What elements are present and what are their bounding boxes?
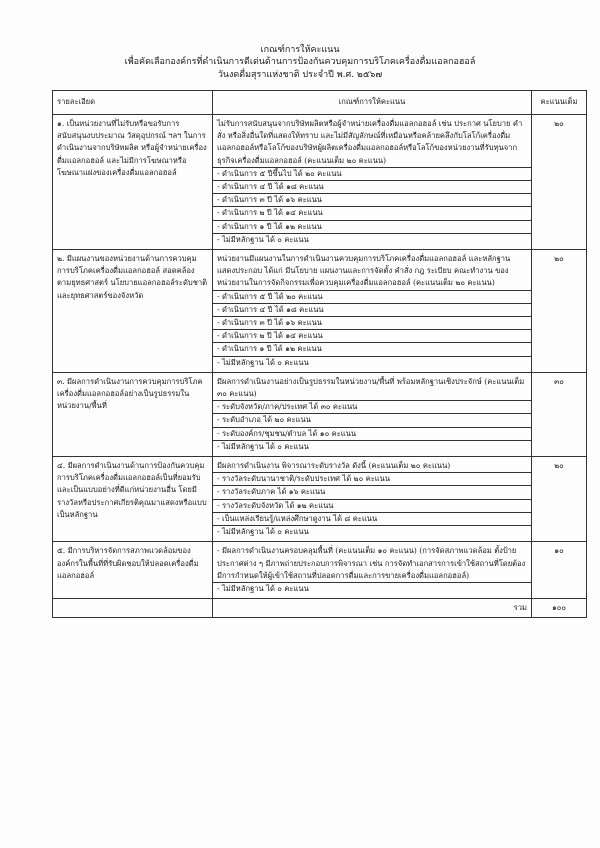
criterion-cell: ๓. มีผลการดำเนินงานการควบคุมการบริโภคเครื่องดื่มแอลกอฮอล์อย่างเป็นรูปธรรมในหน่วยงาน/พื้นที่ [53,372,213,456]
scoring-cell [213,115,532,250]
scoring-options [217,167,527,246]
scoring-option: - ดำเนินการ ๓ ปี ได้ ๑๖ คะแนน [213,194,531,207]
header-full-score: คะแนนเต็ม [532,91,587,115]
table-row [53,372,587,456]
scoring-option: - ดำเนินการ ๒ ปี ได้ ๑๔ คะแนน [213,207,531,220]
header-details: รายละเอียด [53,91,213,115]
scoring-description: - มีผลการดำเนินงานครอบคลุมพื้นที่ (คะแนนเต็ม ๑๐ คะแนน) (การจัดสภาพแวดล้อม ตั้งป้ายประกาศต่าง ๆ มีภาพถ่ายประกอบการพิจารณา เช่น การจัดทำเอกสารการเข้าใช้สถานที่โดยต้องมีการกำหนดให้ผู้เข้าใช้สถานที่ปลอดการดื่มและการขายเครื่องดื่มแอลกอฮอล์) [217,546,526,580]
scoring-option: - ดำเนินการ ๕ ปี ได้ ๒๐ คะแนน [213,290,531,304]
document-subtitle: เพื่อคัดเลือกองค์กรที่ดำเนินการดีเด่นด้านการป้องกันควบคุมการบริโภคเครื่องดื่มแอลกอฮอล์ [124,57,476,67]
scoring-description: ไม่รับการสนับสนุนจากบริษัทผลิตหรือผู้จำหน่ายเครื่องดื่มแอลกอฮอล์ เช่น ประกาศ นโยบาย คำสั่ง หรือสิ่งอื่นใดที่แสดงให้ทราบ และไม่มีสัญลักษณ์ที่เหมือนหรือคล้ายคลึงกับโลโก้เครื่องดื่มแอลกอฮอล์หรือโลโก้ของบริษัทผู้ผลิตเครื่องดื่มแอลกอฮอล์หรือโลโก้ของหน่วยงานที่รับทุนจากธุรกิจเครื่องดื่มแอลกอฮอล์ (คะแนนเต็ม ๒๐ คะแนน) [217,119,523,165]
scoring-option: - ดำเนินการ ๑ ปี ได้ ๑๒ คะแนน [213,343,531,356]
scoring-option: - ดำเนินการ ๕ ปีขึ้นไป ได้ ๒๐ คะแนน [213,167,531,181]
table-header-row [53,91,587,115]
scoring-option: - ดำเนินการ ๑ ปี ได้ ๑๒ คะแนน [213,221,531,234]
scoring-option: - รางวัลระดับนานาชาติ/ระดับประเทศ ได้ ๒๐ คะแนน [213,472,531,486]
table-row [53,115,587,250]
scoring-options [217,582,527,595]
scoring-option: - ระดับองค์กร/ชุมชน/ตำบล ได้ ๑๐ คะแนน [213,428,531,441]
scoring-option: - ดำเนินการ ๒ ปี ได้ ๑๔ คะแนน [213,330,531,343]
scoring-options [217,400,527,453]
scoring-cell [213,372,532,456]
scoring-option: - ระดับอำเภอ ได้ ๒๐ คะแนน [213,414,531,427]
scoring-description: มีผลการดำเนินงานอย่างเป็นรูปธรรมในหน่วยงาน/พื้นที่ พร้อมหลักฐานเชิงประจักษ์ (คะแนนเต็ม ๓๐ คะแนน) [217,376,525,399]
scoring-option: - ดำเนินการ ๓ ปี ได้ ๑๖ คะแนน [213,317,531,330]
scoring-option: - ดำเนินการ ๔ ปี ได้ ๑๘ คะแนน [213,181,531,194]
scoring-options [217,472,527,538]
header-criteria: เกณฑ์การให้คะแนน [213,91,532,115]
document-occasion: วันงดดื่มสุราแห่งชาติ ประจำปี พ.ศ. ๒๕๖๗ [217,70,383,80]
scoring-cell [213,457,532,542]
scoring-cell [213,250,532,373]
scoring-option: - ไม่มีหลักฐาน ได้ ๐ คะแนน [217,527,309,537]
full-score-cell: ๒๐ [532,457,587,542]
criterion-cell: ๔. มีผลการดำเนินงานด้านการป้องกันควบคุมการบริโภคเครื่องดื่มแอลกอฮอล์เป็นที่ยอมรับ และเป็นแบบอย่างที่ดีแก่หน่วยงานอื่น โดยมีรางวัลหรือประกาศเกียรติคุณมาแสดงหรือแบบเป็นหลักฐาน [53,457,213,542]
table-row [53,542,587,599]
total-blank-cell [53,599,213,618]
scoring-option: - ไม่มีหลักฐาน ได้ ๐ คะแนน [217,357,309,367]
criterion-cell: ๕. มีการบริหารจัดการสภาพแวดล้อมขององค์กรในพื้นที่ที่รับผิดชอบให้ปลอดเครื่องดื่มแอลกอฮอล์ [53,542,213,599]
scoring-option: - ไม่มีหลักฐาน ได้ ๐ คะแนน [213,582,531,595]
table-row [53,250,587,373]
document-title: เกณฑ์การให้คะแนน [260,45,340,55]
full-score-cell: ๒๐ [532,115,587,250]
total-row [53,599,587,618]
table-row [53,457,587,542]
total-score: ๑๐๐ [532,599,587,618]
scoring-option: - เป็นแหล่งเรียนรู้/แหล่งศึกษาดูงาน ได้ ๘ คะแนน [213,513,531,526]
scoring-option: - รางวัลระดับภาค ได้ ๑๖ คะแนน [213,486,531,499]
full-score-cell: ๓๐ [532,372,587,456]
criterion-cell: ๑. เป็นหน่วยงานที่ไม่รับหรือขอรับการสนับสนุนงบประมาณ วัสดุอุปกรณ์ ฯลฯ ในการดำเนินงานจากบริษัทผลิต หรือผู้จำหน่ายเครื่องดื่มแอลกอฮอล์ และไม่มีการโฆษณาหรือโฆษณาแฝงของเครื่องดื่มแอลกอฮอล์ [53,115,213,250]
scoring-description: มีผลการดำเนินงาน พิจารณาระดับรางวัล ดังนี้ (คะแนนเต็ม ๒๐ คะแนน) [217,461,451,471]
scoring-option: - รางวัลระดับจังหวัด ได้ ๑๒ คะแนน [213,500,531,513]
criterion-cell: ๒. มีแผนงานของหน่วยงานด้านการควบคุมการบริโภคเครื่องดื่มแอลกอฮอล์ สอดคล้องตามยุทธศาสตร์ นโยบายแอลกอฮอล์ระดับชาติ และยุทธศาสตร์ของจังหวัด [53,250,213,373]
scoring-option: - ไม่มีหลักฐาน ได้ ๐ คะแนน [217,234,309,244]
scoring-option: - ดำเนินการ ๔ ปี ได้ ๑๘ คะแนน [213,304,531,317]
full-score-cell: ๒๐ [532,250,587,373]
total-label: รวม [213,599,532,618]
scoring-option: - ไม่มีหลักฐาน ได้ ๐ คะแนน [217,441,309,451]
scoring-description: หน่วยงานมีแผนงานในการดำเนินงานควบคุมการบริโภคเครื่องดื่มแอลกอฮอล์ และหลักฐานแสดงประกอบ ได้แก่ มีนโยบาย แผนงานและการจัดตั้ง คำสั่ง กฎ ระเบียบ คณะทำงาน ของหน่วยงานในการจัดกิจกรรมเพื่อควบคุมเครื่องดื่มแอลกอฮอล์ (คะแนนเต็ม ๒๐ คะแนน) [217,254,511,288]
scoring-cell [213,542,532,599]
scoring-options [217,290,527,369]
scoring-table [52,90,587,618]
full-score-cell: ๑๐ [532,542,587,599]
scoring-option: - ระดับจังหวัด/ภาค/ประเทศ ได้ ๓๐ คะแนน [213,400,531,414]
